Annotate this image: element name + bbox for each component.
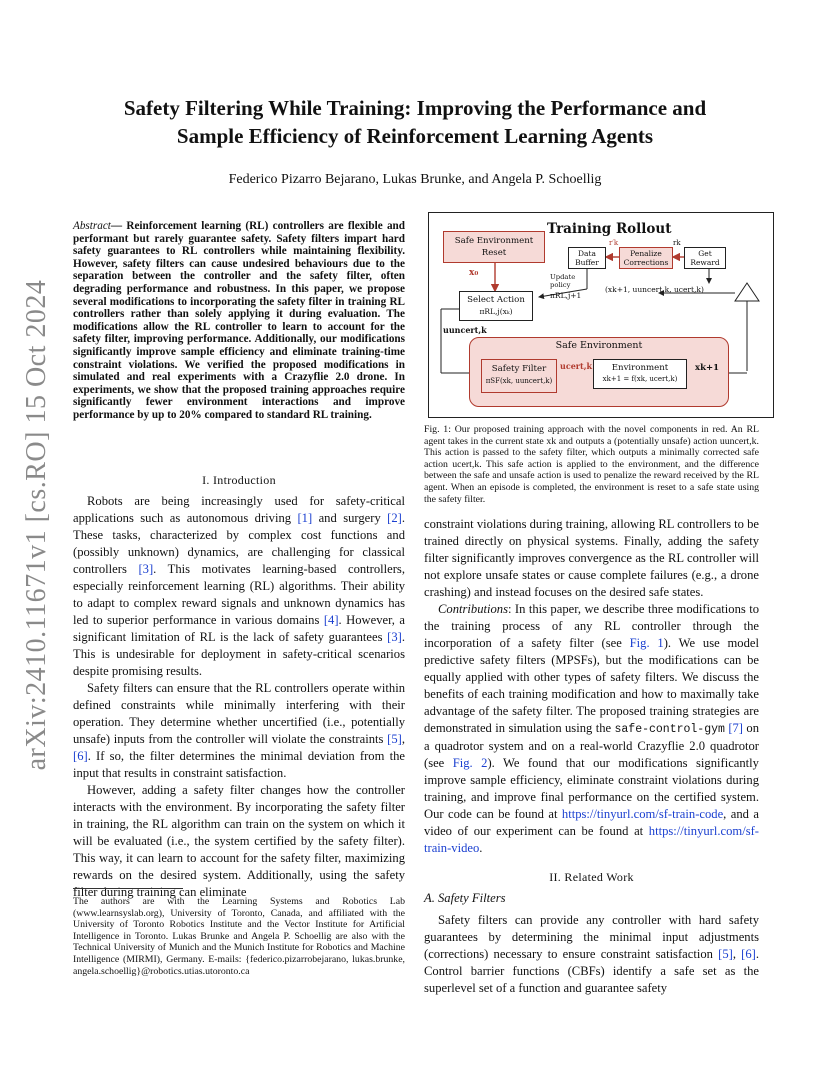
title-line-1: Safety Filtering While Training: Improving the Performance and: [123, 96, 707, 120]
citation-link[interactable]: [2]: [387, 511, 402, 525]
section-intro-heading: I. Introduction: [202, 473, 276, 487]
safety-filter-policy: πSF(xk, uuncert,k): [485, 377, 553, 385]
abstract-text: — Reinforcement learning (RL) controllers are flexible and performant but rarely guarantee safety. Safety filters impart hard safety guarantees to RL controllers while maintaining flexibility. However, safety filters can cause undesired behaviours due to the separation between the controller and the safety filter, often degrading performance and robustness. In this paper, we propose several modifications to incorporating the safety filter in training RL controllers rather than solely applying it during evaluation. The modifications allow the RL controller to learn to account for the safety filter, improving performance. Additionally, our modifications significantly improve sample efficiency and eliminate training-time constraint violations. We verified the proposed modifications in simulated and real experiments with a Crazyflie 2.0 drone. In experiments, we show that the proposed training approaches require significantly fewer environment interactions and improve performance by up to 20% compared to standard RL training.: [73, 220, 405, 421]
safe-environment-container: Safe Environment: [469, 337, 729, 407]
safe-environment-reset-box: Safe Environment Reset: [443, 231, 545, 263]
abstract: [73, 220, 405, 422]
select-action-label: Select Action: [467, 295, 525, 305]
get-reward-box: Get Reward: [684, 247, 726, 269]
transition-tuple-label: (xk+1, uuncert,k, ucert,k): [605, 285, 704, 294]
code-name: safe-control-gym: [614, 723, 725, 736]
citation-link[interactable]: [6]: [741, 947, 756, 961]
intro-paragraph-1: Robots are being increasingly used for safety-critical applications such as autonomous driving [1] and surgery [2]. These tasks, characterized by complex cost functions and (possibly unknown) dynamics, are challenging for classical controllers [3]. This motivates learning-based controllers, especially reinforcement learning (RL) algorithms. Their ability to adapt to complex reward signals and unknown dynamics has led to superior performance in various domains [4]. However, a significant limitation of RL is the lack of safety guarantees [3]. This is undesirable for deployment in safety-critical scenarios despite promising results.: [73, 494, 406, 678]
policy-label: πRL,j(xₖ): [479, 307, 513, 316]
environment-label: Environment: [611, 363, 669, 373]
dynamics-label: xk+1 = f(xk, ucert,k): [602, 375, 678, 383]
subsection-safety-filters: A. Safety Filters: [424, 891, 506, 905]
figure-training-rollout: [428, 212, 774, 418]
uncertified-input-label: uuncert,k: [443, 325, 487, 335]
safety-filter-label: Safety Filter: [491, 364, 547, 374]
environment-box: [593, 359, 687, 389]
citation-link[interactable]: [3]: [387, 630, 402, 644]
footnote: The authors are with the Learning Systems and Robotics Lab (www.learnsyslab.org), University of Toronto, Canada, and affiliated with the University of Toronto Robotics Institute and the Vector Institute for Artificial Intelligence in Toronto. Lukas Brunke and Angela P. Schoellig are also with the Technical University of Munich and the Munich Institute for Robotics and Machine Intelligence (MIRMI), Germany. E-mails: {federico.pizarrobejarano, lukas.brunke, angela.schoellig}@robotics.utias.utoronto.ca: [73, 896, 405, 977]
paragraph-continued: constraint violations during training, allowing RL controllers to be trained directly on physical systems. Finally, adding the safety filter significantly improves convergence as the RL controller will not explore unsafe states or cause complete failures (e.g., a drone crashing) and instead focuses on the desired safe states.: [424, 517, 759, 599]
next-state-label: xk+1: [695, 363, 719, 373]
footnote-rule: [73, 888, 183, 889]
paper-title: [80, 94, 750, 150]
citation-link[interactable]: [6]: [73, 749, 88, 763]
citation-link[interactable]: [1]: [297, 511, 313, 525]
select-action-box: [459, 291, 533, 321]
title-line-2: Sample Efficiency of Reinforcement Learning Agents: [176, 124, 654, 148]
data-buffer-box: Data Buffer: [568, 247, 606, 269]
citation-link[interactable]: [5]: [387, 732, 402, 746]
figure-1-link[interactable]: Fig. 1: [629, 636, 664, 650]
reward-label: rk: [673, 239, 681, 247]
video-url-link[interactable]: https://tinyurl.com/sf-train-video: [424, 824, 759, 855]
intro-paragraph-3: However, adding a safety filter changes how the controller interacts with the environment. By incorporating the safety filter in training, the RL algorithm can train on the system on which it will be evaluated (i.e., the system certified by the safety filter). This way, it can learn to account for the safety filter, maximizing rewards on the desired system. Additionally, using the safety filter during training can eliminate: [73, 783, 405, 899]
citation-link[interactable]: [5]: [718, 947, 733, 961]
figure-title: Training Rollout: [547, 221, 672, 237]
citation-link[interactable]: [4]: [323, 613, 339, 627]
safety-filter-box: [481, 359, 557, 393]
right-column: [424, 516, 759, 857]
contributions-paragraph: Contributions: In this paper, we describe three modifications to the training process of any RL controller through the incorporation of a safety filter (see Fig. 1). We use model predictive safety filters (MPSFs), but the modifications can be equally applied with other types of safety filters. We discuss the benefits of each training modification and how to maximally take advantage of the safety filter. The proposed training strategies are demonstrated in simulation using the safe-control-gym [7] on a quadrotor system and on a real-world Crazyflie 2.0 quadrotor (see Fig. 2). We found that our modifications significantly improve sample efficiency, eliminate constraint violations during training, and improve final performance on the certified system. Our code can be found at https://tinyurl.com/sf-train-code, and a video of our experiment can be found at https://tinyurl.com/sf-train-video.: [424, 602, 759, 855]
code-url-link[interactable]: https://tinyurl.com/sf-train-code: [561, 807, 724, 821]
section-related-work-heading: II. Related Work: [549, 870, 634, 884]
intro-column: [73, 493, 405, 901]
figure-2-link[interactable]: Fig. 2: [452, 756, 488, 770]
figure-caption: Fig. 1: Our proposed training approach with the novel components in red. An RL agent takes in the current state xk and outputs a (potentially unsafe) action uuncert,k. This action is passed to the safety filter, which outputs a minimally corrected safe action ucert,k. This safe action is applied to the environment, and the difference between the safe and unsafe action is used to penalize the reward received by the RL agent. When an episode is completed, the environment is reset to a safe state using the safety filter.: [424, 424, 759, 505]
citation-link[interactable]: [3]: [138, 562, 154, 576]
penalized-reward-label: r′k: [609, 239, 619, 247]
citation-link[interactable]: [7]: [728, 721, 743, 735]
penalize-corrections-box: Penalize Corrections: [619, 247, 673, 269]
authors: Federico Pizarro Bejarano, Lukas Brunke, and Angela P. Schoellig: [228, 172, 602, 187]
arxiv-identifier: arXiv:2410.11671v1 [cs.RO] 15 Oct 2024: [21, 279, 52, 771]
initial-state-label: x₀: [469, 268, 479, 278]
safety-filters-paragraph: Safety filters can provide any controller with hard safety guarantees by determining the minimal input adjustments (corrections) necessary to ensure constraint satisfaction [5], [6]. Control barrier functions (CBFs) identify a safe set as the superlevel set of a function and guarantee safety: [424, 913, 759, 995]
update-policy-label: Update policy: [550, 273, 576, 289]
certified-input-label: ucert,k: [560, 361, 593, 371]
policy-next-label: πRL,j+1: [550, 291, 582, 300]
intro-paragraph-2: Safety filters can ensure that the RL controllers operate within defined constraints while minimally interfering with their operation. They determine whether uncertified (i.e., potentially unsafe) inputs from the controller will violate the constraints [5], [6]. If so, the filter determines the minimal deviation from the input that results in constraint satisfaction.: [73, 681, 405, 780]
abstract-label: Abstract: [73, 220, 111, 232]
